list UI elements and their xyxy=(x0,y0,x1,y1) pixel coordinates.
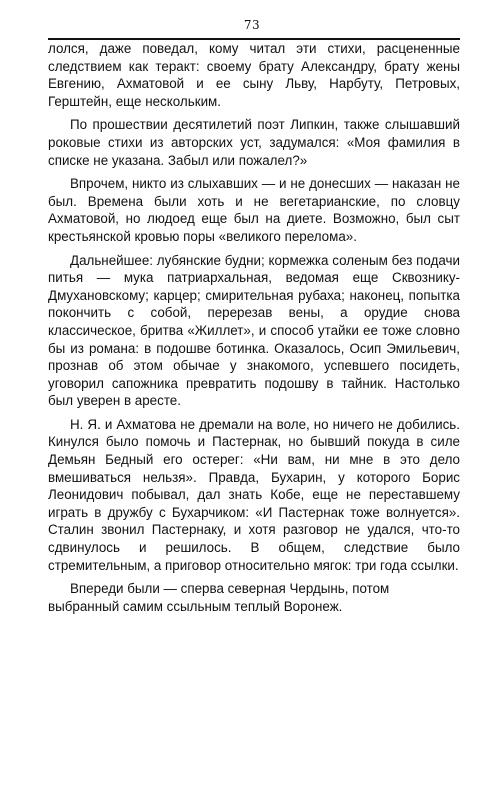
page-number: 73 xyxy=(243,18,261,32)
paragraph-5: Н. Я. и Ахматова не дремали на воле, но ничего не добились. Кинулся было помочь и Пастернак, но бывший покуда в силе Демьян Бедный его остерег: «Ни вам, ни мне в это дело вмешиваться нельзя». Правда, Бухарин, у которого Борис Леонидович побывал, дал знать Кобе, еще не переставшему играть в дружбу с Бухарчиком: «И Пастернак тоже волнуется». Сталин звонил Пастернаку, и хотя разговор не удался, что-то сдвинулось и решилось. В общем, следствие было стремительным, а приговор относительно мягок: три года ссылки. xyxy=(48,416,460,573)
paragraph-6: Впереди были — сперва северная Чердынь, потом выбранный самим ссыльным теплый Воронеж. xyxy=(48,581,390,614)
paragraph-2: По прошествии десятилетий поэт Липкин, также слышавший роковые стихи из авторских уст, задумался: «Моя фамилия в списке не указана. Забыл или пожалел?» xyxy=(48,117,460,168)
paragraph-4: Дальнейшее: лубянские будни; кормежка соленым без подачи питья — мука патриархальная, ведомая еще Сквознику-Дмухановскому; карцер; смирительная рубаха; наконец, попытка покончить с собой, перерезав вены, а орудие снова классическое, бритва «Жиллет», и способ утайки ее тоже словно бы из романа: в подошве ботинка. Оказалось, Осип Эмильевич, прознав об этом обычае у знакомого, успевшего посидеть, уговорил сапожника превратить подошву в тайник. Настолько был уверен в аресте. xyxy=(48,252,460,409)
body-text xyxy=(48,40,460,621)
paragraph-3: Впрочем, никто из слыхавших — и не донесших — наказан не был. Времена были хоть и не вегетарианские, по словцу Ахматовой, но людоед еще был на диете. Возможно, был сыт крестьянской кровью поры «великого перелома». xyxy=(48,176,460,244)
paragraph-1: лолся, даже поведал, кому читал эти стихи, расцененные следствием как теракт: своему брату Александру, брату жены Евгению, Ахматовой и ее сыну Льву, Нарбуту, Петровых, Герштейн, еще нескольким. xyxy=(48,41,460,109)
